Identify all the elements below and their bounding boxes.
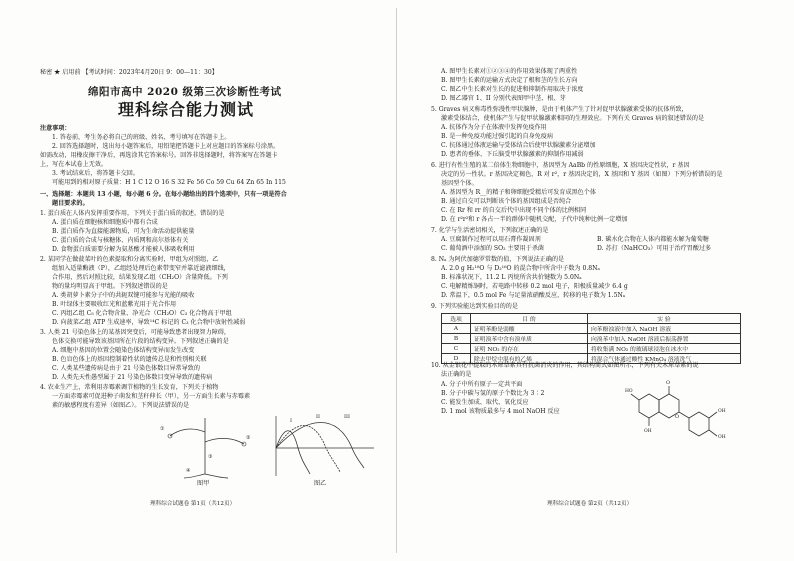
exam-title: 理科综合能力测试 [118, 100, 255, 119]
school-title: 绵阳市高中 2020 级第三次诊断性考试 [88, 86, 282, 98]
table-cell: 将收集满 NO₂ 的玻璃球浸泡在冰水中 [588, 344, 741, 354]
page-footer: 理科综合试题卷 第1页（共12页） [150, 501, 236, 507]
svg-text:OH: OH [644, 429, 652, 434]
table-cell: 向苯酚浊液中加入 NaOH 溶液 [588, 324, 741, 334]
option: B. 通过自交可以判断该个体的基因组成是否纯合 [441, 198, 572, 205]
option: A. 抗体作为分子在体液中发挥免疫作用 [441, 124, 547, 131]
note-line: 1. 答卷前，考生务必将自己的班级、姓名、考号填写在答题卡上。 [52, 134, 231, 141]
question-10-stem: 10. 从金银花中提取的木犀草素具有抗菌消炎的作用，其结构简式如图所示，下列有关木犀草素的说 [431, 362, 699, 369]
option: C. 人类某些遗传病是由于 21 号染色体数目异常导致的 [52, 365, 200, 372]
table-row [442, 334, 741, 344]
svg-text:③: ③ [208, 454, 213, 460]
question-4-stem: 4. 农业生产上，常利用赤霉素调节植物的生长发育，下列关于植物 [40, 384, 219, 391]
table-header: 目 的 [471, 314, 588, 324]
question-3-stem: 3. 人类 21 号染色体上的某基因突变后，可能导致患者出现智力障碍， [40, 329, 231, 336]
option: C. 抗体通过体液运输与受体结合后使甲状腺激素分泌增加 [441, 142, 596, 149]
option: C. 在 Rr 和 rr 的自交后代中出现不同个体的比例相同 [441, 207, 587, 214]
option: C. 图乙中生长素对生长的促进和抑制作用取决于浓度 [441, 86, 584, 93]
table-row [442, 344, 741, 354]
svg-text:OH: OH [718, 435, 726, 440]
notes-heading: 注意事项： [40, 125, 71, 132]
question-5-stem: 5. Graves 病又称毒性弥漫性甲状腺肿，是由于机体产生了针对促甲状腺激素受体的抗体所致， [431, 106, 688, 113]
table-cell: A [442, 324, 471, 334]
note-line: 如需改动，用橡皮擦干净后，再选涂其它答案标号。回答非选择题时，将答案写在答题卡 [40, 152, 278, 159]
question-2-stem: 合作用，然后对照比较，结果发现乙组（CH₂O）含量降低。下列 [52, 274, 228, 281]
question-2-stem: 组加入适量酶液（P），乙组经处理后色素带变窄并靠近滤液细线， [52, 265, 230, 272]
option: B. 蛋白质作为直接能源物质，可为生命活动提供能量 [52, 228, 195, 235]
option: B. 分子中碳与氢的原子个数比为 3∶2 [441, 390, 545, 397]
option: A. 蛋白质在细胞核和细胞质中都有合成 [52, 219, 158, 226]
table-header: 实 验 [588, 314, 741, 324]
table-cell: C [442, 344, 471, 354]
table-cell: D [442, 354, 471, 364]
table-cell: 向溴苯中加入 NaOH 溶液后振荡静置 [588, 334, 741, 344]
option: B. 是一种免疫功能过强引起的自身免疫病 [441, 133, 553, 140]
option: A. 类胡萝卜素分子中的共轭双键可能参与光能的吸收 [52, 292, 195, 299]
svg-text:④: ④ [186, 468, 191, 474]
option: B. 叶绿体主要吸收红光和蓝紫光用于光合作用 [52, 301, 177, 308]
table-cell: 除去甲烷中混有的乙烯 [471, 354, 588, 364]
option: D. 苏打（NaHCO₃）可用于治疗胃酸过多 [597, 245, 712, 252]
question-7-stem: 7. 化学与生活密切相关，下列叙述正确的是 [431, 227, 549, 234]
note-line: 2. 回答选择题时，选出每小题答案后，用铅笔把答题卡上对应题目的答案标号涂黑。 [52, 143, 280, 150]
question-2-stem: 物的量均明显高于甲组。下列叙述错误的是 [52, 283, 168, 290]
table-cell: B [442, 334, 471, 344]
option: A. 2.0 g H₂¹⁸O 与 D₂¹⁶O 的混合物中所含中子数为 0.8Nₐ [441, 265, 600, 272]
option: D. 向菠菜乙组 ATP 生成速率，导致¹⁴C 标记的 C₃ 化合物中放射性减弱 [52, 319, 246, 326]
option: B. 色盲色体上的基因控制着性状的遗传总是和性别相关联 [52, 356, 207, 363]
option: D. 人类先天性愚型属于 21 号染色体数目变异导致的遗传病 [52, 374, 213, 381]
table-header-row [442, 314, 741, 324]
page-footer: 理科综合试题卷 第2页（共12页） [547, 501, 633, 507]
question-6-stem: 基因型个体。 [441, 180, 478, 187]
table-row [442, 324, 741, 334]
plant-figure-a [150, 412, 260, 480]
option: C. 电解精炼铜时，若电路中转移 0.2 mol 电子，阳极质量减少 6.4 g [441, 283, 628, 290]
question-9-stem: 9. 下列实验能达到实验目的的是 [431, 303, 518, 310]
svg-text:O: O [675, 414, 680, 420]
option: D. 在 r²r²和 r 各占一半的群体中随机交配，子代中纯种比例一定增加 [441, 216, 628, 223]
question-5-stem: 激素受体结合，使机体产生与促甲状腺激素相同的生理效应。下列有关 Graves 病的叙述错误的是 [441, 115, 705, 122]
option: A. 基因型为 R__的精子和卵细胞受精后可发育成黑色个体 [441, 189, 596, 196]
option: A. 分子中所有原子一定共平面 [441, 381, 523, 388]
option: D. 患者的垂体、下丘脑受甲状腺激素的抑制作用减弱 [441, 151, 584, 158]
svg-text:OH: OH [718, 409, 726, 414]
svg-text:HO: HO [625, 389, 633, 394]
figure-b-caption: 图乙 [314, 480, 327, 487]
question-4-stem: 素的敏感程度有差异（如图乙）。下列说法错误的是 [52, 402, 190, 409]
option: C. 蛋白质的合成与核糖体、内质网和高尔基体有关 [52, 237, 189, 244]
question-10-stem: 法正确的是 [441, 371, 472, 378]
svg-text:O: O [666, 380, 671, 386]
svg-text:①: ① [160, 426, 165, 432]
option: D. 图乙器官 1、II 分别代表图甲中茎、根、芽 [441, 95, 566, 102]
experiment-table [441, 313, 741, 364]
question-2-stem: 2. 某同学在做菠菜叶的色素提取和分离实验时，甲组为对照组，乙 [40, 256, 219, 263]
svg-text:II: II [316, 414, 320, 420]
question-1-stem: 1. 蛋白质在人体内发挥重要作用，下列关于蛋白质的叙述，错误的是 [40, 210, 225, 217]
note-line: 3. 考试结束后，将答题卡交回。 [52, 170, 139, 177]
svg-text:I: I [290, 418, 292, 424]
question-6-stem: 决定的另一性状。r 基因决定褐色，R 对 r²，r 基因决定的，X 基因和 Y 基因（如图）下列分析错误的是 [441, 171, 723, 178]
figure-a-caption: 图甲 [197, 480, 210, 487]
option: D. 常温下，0.5 mol Fe 与足量浓硝酸反应，转移的电子数为 1.5Nₐ [441, 292, 626, 299]
table-cell: 证明 NO₂ 的存在 [471, 344, 588, 354]
curve-figure-b [268, 412, 378, 480]
option: B. 图甲生长素的运输方式决定了根和茎的生长方向 [441, 77, 578, 84]
question-3-stem: 色体交换可能导致该基因所在片段的结构变异。下列叙述正确的是 [52, 338, 229, 345]
option: A. 图甲生长素对①②③④的作用效果体现了两重性 [441, 68, 578, 75]
question-4-stem: 一方面赤霉素可促进种子萌发和茎秆伸长（甲），另一方面生长素与赤霉素 [52, 393, 251, 400]
option: B. 标准状况下，11.2 L 丙烷所含共价键数为 5.0Nₐ [441, 274, 582, 281]
option: C. 葡萄酒中添加的 SO₂ 主要用于杀菌 [441, 245, 545, 252]
right-page [397, 0, 794, 561]
table-cell: 证明苯酚是弱酸 [471, 324, 588, 334]
question-8-stem: 8. Nₐ 为阿伏加德罗常数的值，下列说法正确的是 [431, 256, 565, 263]
option: C. 丙组乙组 C₅ 化合物含量、净光合（CH₂O）C₃ 化合物高于甲组 [52, 310, 232, 317]
option: B. 碳水化合物在人体内都能水解为葡萄糖 [597, 236, 709, 243]
note-line: 可能用到的相对原子质量：H 1 C 12 O 16 S 32 Fe 56 Co 59 Cu 64 Zn 65 In 115 [52, 179, 286, 186]
option: D. 食物蛋白质需要分解为氨基酸才能被人体吸收利用 [52, 246, 195, 253]
section-heading: 题目要求的。 [52, 200, 89, 207]
svg-text:III: III [344, 414, 350, 420]
question-6-stem: 6. 进行有性生殖的某二倍体生物细胞中，基因型为 AaBb 的性原细胞，X 基因决定性状，r 基因 [431, 162, 690, 169]
luteolin-structure-figure [625, 376, 745, 442]
exam-header-line: 秘密 ★ 启用前 【考试时间：2023年4月20日 9：00—11：30】 [40, 69, 218, 76]
option: A. 豆腐制作过程可以用石膏作凝固剂 [441, 236, 541, 243]
option: A. 细胞中基因的位置会随染色体结构变异而发生改变 [52, 347, 195, 354]
table-cell: 证明溴苯中含有溴单质 [471, 334, 588, 344]
option: C. 能发生加成、取代、氧化反应 [441, 399, 529, 406]
section-heading: 一、选择题：本题共 13 小题，每小题 6 分。在每小题给出的四个选项中，只有一项是符合 [40, 191, 287, 198]
note-line: 上，写在本试卷上无效。 [40, 161, 108, 168]
option: D. 1 mol 该物质最多与 4 mol NaOH 反应 [441, 408, 560, 415]
table-cell: 将混合气体通过酸性 KMnO₄ 溶液洗气 [588, 354, 741, 364]
svg-text:②: ② [246, 435, 251, 441]
table-header: 选项 [442, 314, 471, 324]
